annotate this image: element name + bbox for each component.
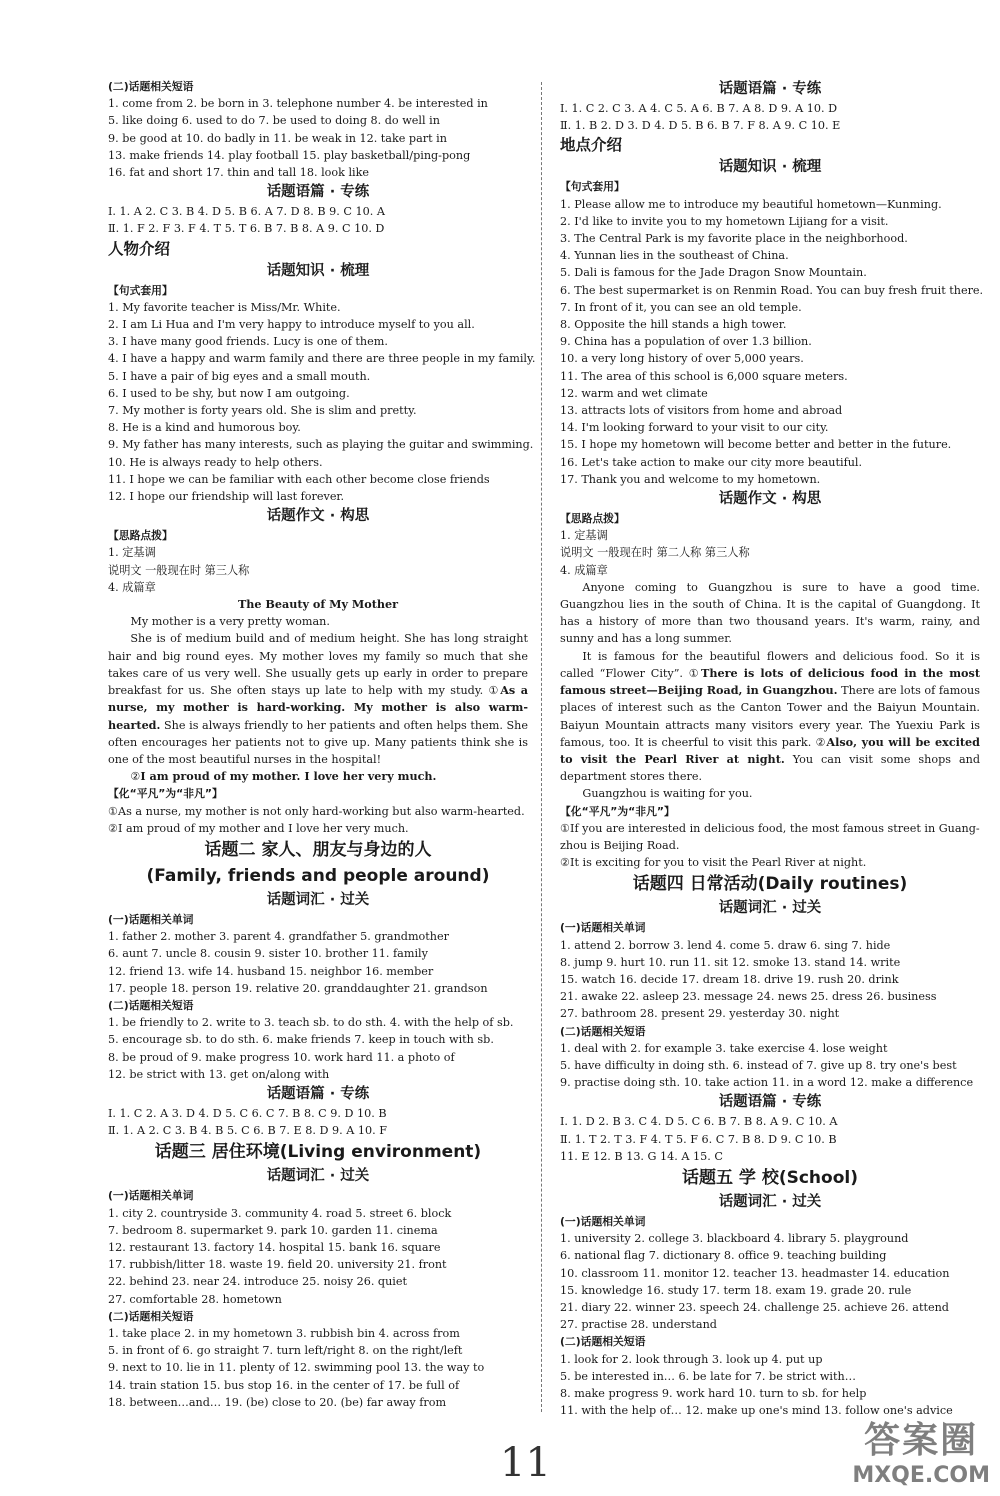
text-line: 1. deal with 2. for example 3. take exercise 4. lose weight [560, 1041, 888, 1055]
paragraph: It is famous for the beautiful flowers and delicious food. So it is called “Flower City”. ①There is lots of delicious food in the most famous street—Beijing Road, in Guangzhou. There are lots of famous places of interest such as the Canton Tower and the Baiyun Mountain. Baiyun Mountain attracts many visitors every year. The Yuexiu Park is famous, too. It is cheerful to visit this park. ②Also, you will be excited to visit the Pearl River at night. You can visit some shops and department stores there. [560, 649, 981, 784]
text-line: 8. be proud of 9. make progress 10. work hard 11. a photo of [108, 1050, 455, 1064]
category-heading: 人物介绍 [108, 239, 171, 258]
text-line: 1. 定基调 [560, 529, 608, 543]
text-line: 1. be friendly to 2. write to 3. teach sb. to do sth. 4. with the help of sb. [108, 1016, 514, 1030]
text-line: zhou is Beijing Road. [560, 838, 680, 852]
text-line: 1. Please allow me to introduce my beautiful hometown—Kunming. [560, 197, 942, 211]
section-heading: 话题词汇 · 过关 [718, 900, 822, 917]
left-column [108, 78, 536, 1411]
text-line: 21. awake 22. asleep 23. message 24. news 25. dress 26. business [560, 990, 937, 1004]
topic-heading: 话题五 学 校(School) [682, 1167, 858, 1188]
text-line: 5. Dali is famous for the Jade Dragon Snow Mountain. [560, 266, 867, 280]
section-heading: 话题语篇 · 专练 [266, 1085, 370, 1102]
watermark-line1: 答案圈 [864, 1420, 979, 1461]
subheading: (二)话题相关短语 [560, 1024, 646, 1038]
text-line: 12. restaurant 13. factory 14. hospital 15. bank 16. square [108, 1240, 441, 1254]
watermark-line2: MXQE.COM [852, 1463, 990, 1488]
section-heading: 话题作文 · 构思 [266, 508, 370, 525]
text-line: 5. like doing 6. used to do 7. be used to doing 8. do well in [108, 114, 440, 128]
answer-line: Ⅱ. 1. F 2. F 3. F 4. T 5. T 6. B 7. B 8. A 9. C 10. D [108, 222, 385, 236]
text-line: 13. attracts lots of visitors from home and abroad [560, 404, 843, 418]
text-line: 15. watch 16. decide 17. dream 18. drive 19. rush 20. drink [560, 972, 899, 986]
text-line: 1. look for 2. look through 3. look up 4. put up [560, 1352, 823, 1366]
answer-line: Ⅱ. 1. T 2. T 3. F 4. T 5. F 6. C 7. B 8. D 9. C 10. B [560, 1132, 837, 1146]
subheading: 【句式套用】 [560, 180, 625, 194]
subheading: (一)话题相关单词 [108, 912, 194, 926]
text-line: 17. rubbish/litter 18. waste 19. field 20. university 21. front [108, 1258, 447, 1272]
section-heading: 话题词汇 · 过关 [266, 891, 370, 908]
watermark-logo [852, 1412, 990, 1488]
paragraph: Guangzhou is waiting for you. [582, 787, 753, 801]
answer-line: Ⅰ. 1. C 2. C 3. A 4. C 5. A 6. B 7. A 8. D 9. A 10. D [560, 102, 838, 115]
text-line: 1. take place 2. in my hometown 3. rubbish bin 4. across from [108, 1326, 460, 1340]
paragraph: She is of medium build and of medium height. She has long straight hair and big round eyes. My mother loves my family so much that she takes care of us very well. She usually gets up early in order to prepare breakfast for us. She often stays up late to help with my study. ①As a nurse, my mother is hard-working. My mother is also warm-hearted. She is always friendly to her patients and often helps them. She often encourages her patients not to give up. Many patients think she is one of the most beautiful nurses in the hospital! [108, 632, 528, 766]
subheading: 【思路点拨】 [560, 512, 625, 526]
paragraph: My mother is a very pretty woman. [130, 615, 330, 629]
category-heading: 地点介绍 [560, 136, 623, 155]
text-line: 3. I have many good friends. Lucy is one of them. [108, 335, 388, 349]
section-heading: 话题知识 · 梳理 [266, 262, 370, 279]
text-line: 1. university 2. college 3. blackboard 4. library 5. playground [560, 1232, 909, 1246]
text-line: 1. 定基调 [108, 546, 156, 560]
paragraph: ②I am proud of my mother. I love her very much. [130, 769, 437, 784]
text-line: 5. I have a pair of big eyes and a small mouth. [108, 369, 371, 383]
topic-heading: 话题三 居住环境(Living environment) [154, 1142, 482, 1163]
text-line: 12. warm and wet climate [560, 386, 708, 400]
text-line: 15. knowledge 16. study 17. term 18. exam 19. grade 20. rule [560, 1283, 912, 1297]
text-line: 27. practise 28. understand [560, 1318, 717, 1332]
text-line: 8. make progress 9. work hard 10. turn to sb. for help [560, 1387, 867, 1400]
text-line: 4. 成篇章 [560, 563, 608, 577]
text-line: 27. comfortable 28. hometown [108, 1292, 282, 1306]
text-line: 9. practise doing sth. 10. take action 11. in a word 12. make a difference [560, 1076, 974, 1090]
text-line: 6. national flag 7. dictionary 8. office 9. teaching building [560, 1249, 887, 1263]
text-line: 11. with the help of… 12. make up one's mind 13. follow one's advice [560, 1404, 953, 1418]
paragraph: Anyone coming to Guangzhou is sure to have a good time. Guangzhou lies in the south of China. It is the capital of Guangdong. It has a history of more than two thousand years. It's warm, rainy, and sunny and has a long summer. [560, 580, 980, 646]
section-heading: 话题语篇 · 专练 [718, 81, 822, 97]
column-divider [541, 82, 542, 1412]
text-line: 9. My father has many interests, such as playing the guitar and swimming. [108, 438, 534, 452]
text-line: 10. a very long history of over 5,000 years. [560, 352, 804, 366]
text-line: 16. Let's take action to make our city more beautiful. [560, 455, 863, 469]
text-line: 4. 成篇章 [108, 580, 156, 594]
answer-line: Ⅱ. 1. B 2. D 3. D 4. D 5. B 6. B 7. F 8. A 9. C 10. E [560, 119, 841, 133]
text-line: 12. be strict with 13. get on/along with [108, 1067, 330, 1081]
text-line: 1. attend 2. borrow 3. lend 4. come 5. draw 6. sing 7. hide [560, 938, 891, 952]
section-heading: 话题语篇 · 专练 [718, 1094, 822, 1111]
subheading: 【化“平凡”为“非凡”】 [560, 804, 675, 818]
text-line: 5. in front of 6. go straight 7. turn left/right 8. on the right/left [108, 1344, 463, 1358]
text-line: ②It is exciting for you to visit the Pearl River at night. [560, 856, 867, 870]
text-line: 14. train station 15. bus stop 16. in the center of 17. be full of [108, 1378, 460, 1392]
text-line: 1. city 2. countryside 3. community 4. road 5. street 6. block [108, 1206, 452, 1220]
text-line: 6. aunt 7. uncle 8. cousin 9. sister 10. brother 11. family [108, 947, 428, 961]
text-line: 17. Thank you and welcome to my hometown. [560, 472, 821, 486]
subheading: (一)话题相关单词 [560, 921, 646, 935]
subheading: (一)话题相关单词 [560, 1214, 646, 1228]
text-line: 8. He is a kind and humorous boy. [108, 421, 301, 435]
answer-line: 11. E 12. B 13. G 14. A 15. C [560, 1149, 723, 1163]
answer-line: Ⅱ. 1. A 2. C 3. B 4. B 5. C 6. B 7. E 8. D 9. A 10. F [108, 1124, 387, 1138]
text-line: 12. friend 13. wife 14. husband 15. neighbor 16. member [108, 964, 434, 978]
subheading: (二)话题相关短语 [560, 1335, 646, 1349]
text-line: 13. make friends 14. play football 15. play basketball/ping-pong [108, 148, 471, 162]
text-line: ①As a nurse, my mother is not only hard-working but also warm-hearted. [108, 804, 525, 818]
text-line: 5. be interested in… 6. be late for 7. be strict with… [560, 1369, 856, 1383]
subheading: 【句式套用】 [108, 283, 173, 297]
text-line: 1. father 2. mother 3. parent 4. grandfather 5. grandmother [108, 930, 449, 944]
subheading: 【思路点拨】 [108, 529, 173, 543]
text-line: 7. In front of it, you can see an old temple. [560, 300, 802, 314]
text-line: 6. I used to be shy, but now I am outgoing. [108, 386, 350, 400]
right-column [560, 78, 984, 1419]
topic-heading: 话题四 日常活动(Daily routines) [632, 874, 908, 895]
composition-title: The Beauty of My Mother [237, 597, 399, 612]
text-line: 16. fat and short 17. thin and tall 18. look like [108, 166, 370, 180]
text-line: 1. come from 2. be born in 3. telephone number 4. be interested in [108, 97, 488, 111]
text-line: 说明文 一般现在时 第三人称 [108, 563, 250, 577]
section-heading: 话题知识 · 梳理 [718, 159, 822, 176]
text-line: 5. have difficulty in doing sth. 6. instead of 7. give up 8. try one's best [560, 1058, 957, 1072]
text-line: 9. next to 10. lie in 11. plenty of 12. swimming pool 13. the way to [108, 1361, 485, 1375]
text-line: 8. Opposite the hill stands a high tower. [560, 318, 787, 332]
text-line: 17. people 18. person 19. relative 20. granddaughter 21. grandson [108, 981, 488, 995]
text-line: 21. diary 22. winner 23. speech 24. challenge 25. achieve 26. attend [560, 1300, 949, 1314]
answer-line: Ⅰ. 1. A 2. C 3. B 4. D 5. B 6. A 7. D 8. B 9. C 10. A [108, 205, 385, 219]
text-line: 11. I hope we can be familiar with each other become close friends [108, 472, 490, 486]
text-line: 1. My favorite teacher is Miss/Mr. White. [108, 300, 341, 314]
subheading: (二)话题相关短语 [108, 998, 194, 1012]
subheading: (二)话题相关短语 [108, 1309, 194, 1323]
text-line: 14. I'm looking forward to your visit to our city. [560, 421, 829, 435]
subheading: 【化“平凡”为“非凡”】 [108, 787, 223, 801]
text-line: 6. The best supermarket is on Renmin Road. You can buy fresh fruit there. [560, 283, 984, 297]
text-line: 10. classroom 11. monitor 12. teacher 13. headmaster 14. education [560, 1266, 950, 1280]
text-line: 7. bedroom 8. supermarket 9. park 10. garden 11. cinema [108, 1223, 438, 1237]
topic-heading: (Family, friends and people around) [146, 865, 490, 886]
answer-line: Ⅰ. 1. D 2. B 3. C 4. D 5. C 6. B 7. B 8. A 9. C 10. A [560, 1115, 838, 1129]
text-line: ①If you are interested in delicious food, the most famous street in Guang- [560, 821, 980, 835]
text-line: 说明文 一般现在时 第二人称 第三人称 [560, 546, 750, 560]
section-heading: 话题词汇 · 过关 [266, 1168, 370, 1185]
topic-heading: 话题二 家人、朋友与身边的人 [204, 839, 432, 860]
text-line: 5. encourage sb. to do sth. 6. make friends 7. keep in touch with sb. [108, 1033, 494, 1047]
text-line: 4. I have a happy and warm family and there are three people in my family. [108, 352, 536, 366]
text-line: 2. I am Li Hua and I'm very happy to introduce myself to you all. [108, 318, 475, 332]
section-heading: 话题作文 · 构思 [718, 491, 822, 508]
text-line: 2. I'd like to invite you to my hometown Lijiang for a visit. [560, 214, 889, 228]
text-line: 15. I hope my hometown will become better and better in the future. [560, 438, 952, 452]
subheading: (一)话题相关单词 [108, 1189, 194, 1203]
page-number: 11 [500, 1440, 551, 1486]
section-heading: 话题词汇 · 过关 [718, 1193, 822, 1210]
text-line: 27. bathroom 28. present 29. yesterday 30. night [560, 1007, 840, 1021]
text-line: 4. Yunnan lies in the southeast of China. [560, 249, 789, 263]
text-line: ②I am proud of my mother and I love her very much. [108, 821, 409, 835]
text-line: 18. between…and… 19. (be) close to 20. (be) far away from [108, 1395, 447, 1409]
section-heading: 话题语篇 · 专练 [266, 184, 370, 201]
text-line: 11. The area of this school is 6,000 square meters. [560, 369, 848, 383]
text-line: 3. The Central Park is my favorite place in the neighborhood. [560, 232, 908, 246]
text-line: 22. behind 23. near 24. introduce 25. noisy 26. quiet [108, 1275, 407, 1289]
text-line: 7. My mother is forty years old. She is slim and pretty. [108, 404, 417, 418]
text-line: 9. be good at 10. do badly in 11. be weak in 12. take part in [108, 131, 447, 145]
text-line: 10. He is always ready to help others. [108, 455, 323, 469]
subheading: (二)话题相关短语 [108, 80, 194, 93]
text-line: 8. jump 9. hurt 10. run 11. sit 12. smoke 13. stand 14. write [560, 955, 901, 969]
text-line: 9. China has a population of over 1.3 billion. [560, 335, 812, 349]
answer-line: Ⅰ. 1. C 2. A 3. D 4. D 5. C 6. C 7. B 8. C 9. D 10. B [108, 1106, 387, 1120]
text-line: 12. I hope our friendship will last forever. [108, 490, 345, 504]
